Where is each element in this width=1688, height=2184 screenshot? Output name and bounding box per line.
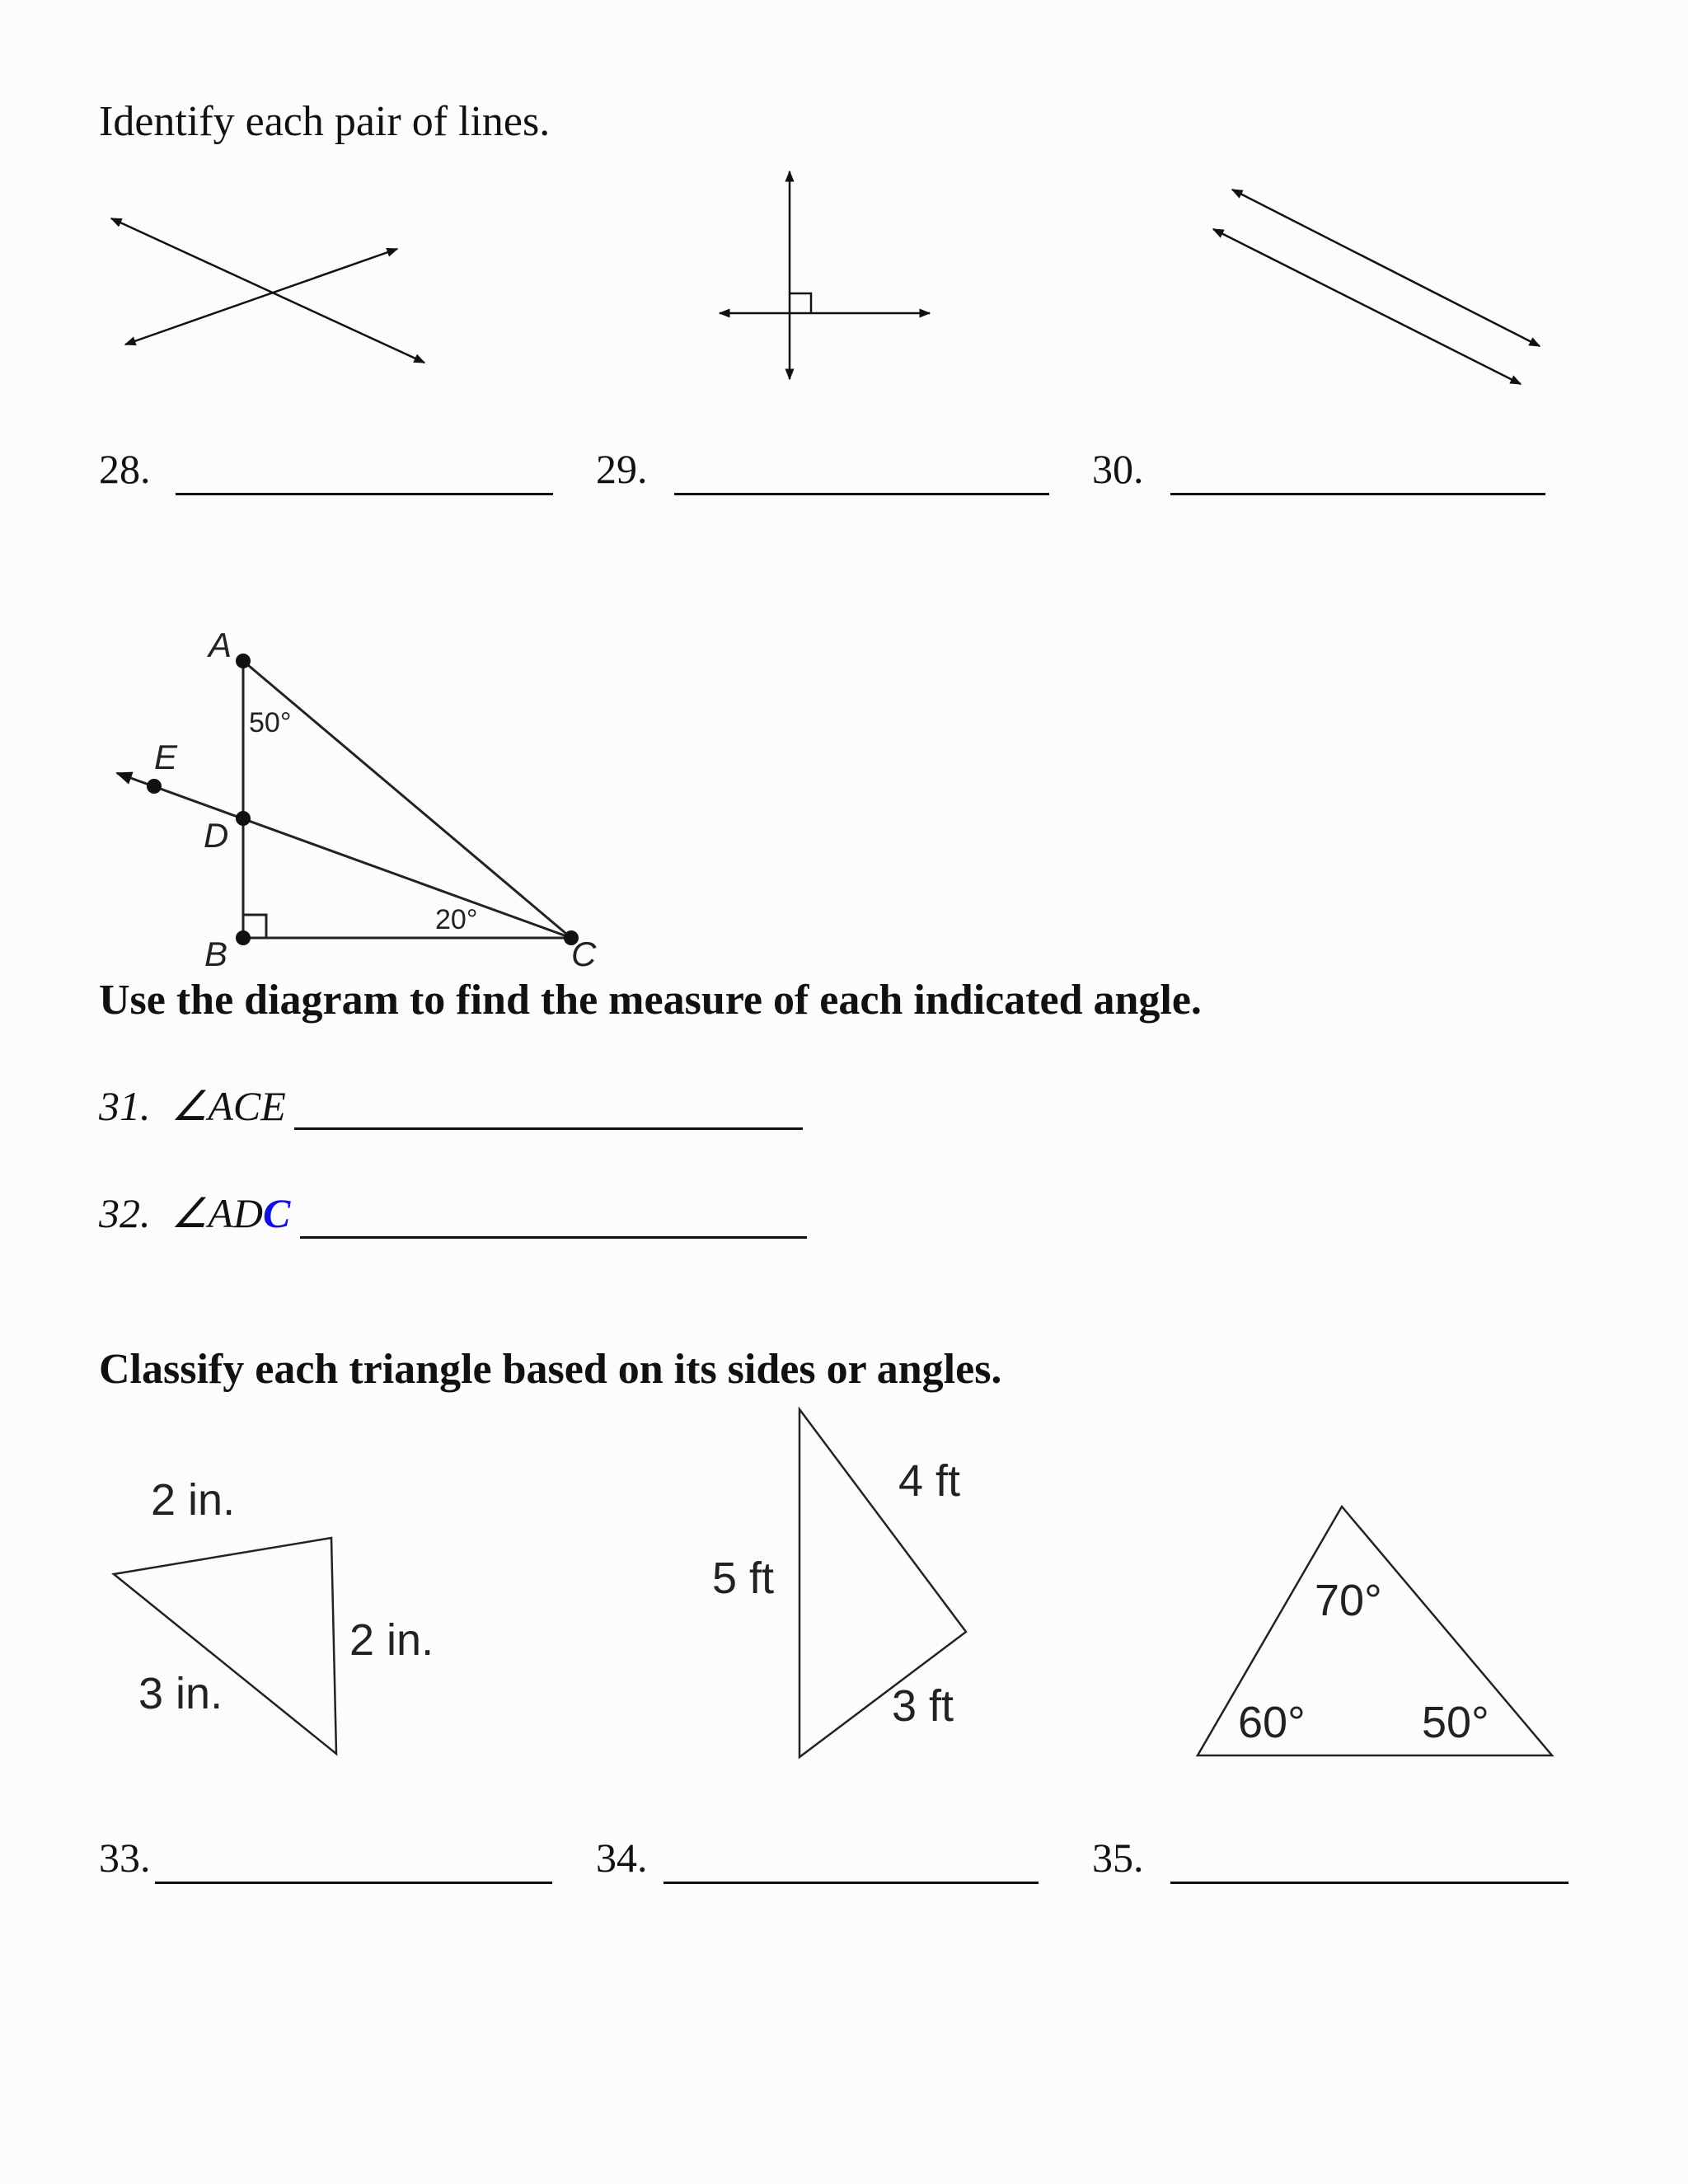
- label-E: E: [154, 738, 178, 776]
- question-32-answer-blank[interactable]: [300, 1236, 807, 1239]
- angles-heading: Use the diagram to find the measure of each indicated angle.: [99, 977, 1202, 1024]
- line-pairs-figure: [0, 157, 1688, 404]
- question-32: [99, 1189, 290, 1237]
- triangle-2-left-label: 5 ft: [712, 1554, 775, 1603]
- triangle-3-top-angle-label: 70°: [1315, 1576, 1382, 1625]
- question-31-angle: ACE: [208, 1083, 286, 1129]
- point-E: [147, 779, 162, 794]
- triangle-1-top-side-label: 2 in.: [151, 1475, 236, 1525]
- question-30-answer-blank[interactable]: [1170, 493, 1545, 495]
- point-A: [236, 654, 251, 668]
- question-31-number: 31.: [99, 1083, 151, 1129]
- question-31: [99, 1082, 286, 1130]
- triangle-2-bottom-label: 3 ft: [892, 1681, 954, 1731]
- question-31-answer-blank[interactable]: [294, 1127, 803, 1130]
- question-28-answer-blank[interactable]: [176, 493, 553, 495]
- question-29-answer-blank[interactable]: [674, 493, 1049, 495]
- triangle-3-right-angle-label: 50°: [1422, 1698, 1489, 1747]
- right-angle-mark: [790, 293, 811, 313]
- intersecting-line-2: [125, 249, 397, 344]
- ray-CE: [117, 773, 571, 938]
- question-29-number: 29.: [596, 446, 648, 492]
- point-B: [236, 930, 251, 945]
- triangles-heading: Classify each triangle based on its sides or angles.: [99, 1346, 1002, 1393]
- question-32-angle-highlight: C: [262, 1190, 291, 1236]
- question-33-number: 33.: [99, 1835, 151, 1881]
- triangle-3-left-angle-label: 60°: [1238, 1698, 1306, 1747]
- angle-symbol-icon: ∠: [171, 1083, 209, 1129]
- question-30-number: 30.: [1092, 446, 1144, 492]
- label-D: D: [204, 816, 229, 855]
- question-32-angle: AD: [208, 1190, 263, 1236]
- angle-symbol-icon: ∠: [171, 1190, 209, 1236]
- angle-label-20: 20°: [435, 904, 478, 935]
- triangles-figure: [0, 1393, 1688, 1788]
- parallel-line-2: [1213, 229, 1521, 384]
- question-28-number: 28.: [99, 446, 151, 492]
- triangle-1-right-side-label: 2 in.: [349, 1615, 434, 1665]
- triangle-2-hyp-label: 4 ft: [898, 1456, 961, 1506]
- triangle-1: [114, 1538, 336, 1754]
- question-35-number: 35.: [1092, 1835, 1144, 1881]
- question-35-answer-blank[interactable]: [1170, 1882, 1568, 1884]
- parallel-line-1: [1232, 190, 1540, 346]
- angle-diagram: [0, 610, 659, 972]
- intersecting-line-1: [111, 218, 424, 363]
- angle-label-50: 50°: [249, 707, 292, 738]
- question-33-answer-blank[interactable]: [155, 1882, 552, 1884]
- lines-heading: Identify each pair of lines.: [99, 98, 551, 145]
- question-34-number: 34.: [596, 1835, 648, 1881]
- label-C: C: [571, 935, 597, 972]
- triangle-1-left-side-label: 3 in.: [138, 1669, 223, 1718]
- label-B: B: [204, 935, 228, 972]
- point-D: [236, 811, 251, 826]
- question-34-answer-blank[interactable]: [663, 1882, 1039, 1884]
- label-A: A: [209, 626, 232, 664]
- segment-AC: [243, 661, 571, 938]
- question-32-number: 32.: [99, 1190, 151, 1236]
